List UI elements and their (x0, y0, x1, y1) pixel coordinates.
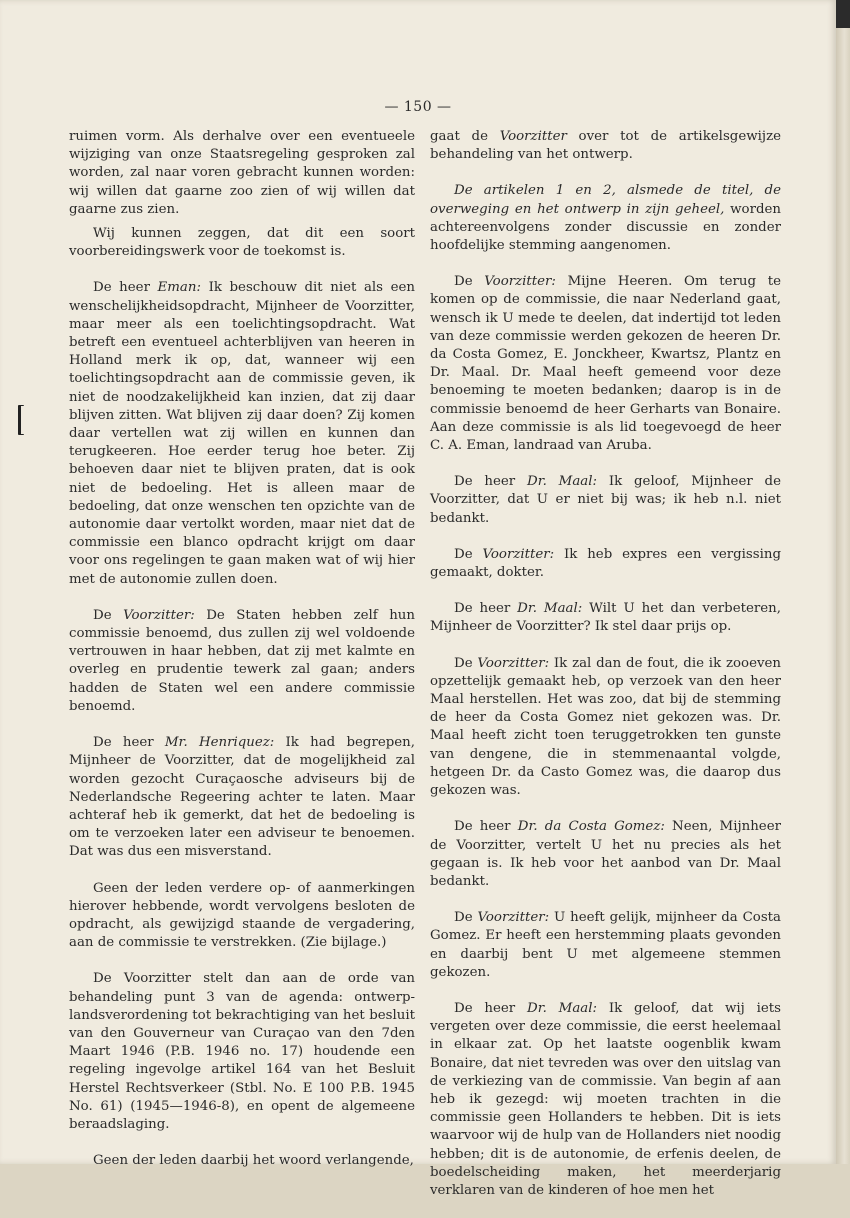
text-run: De (454, 274, 485, 290)
text-run: De heer (454, 1000, 527, 1016)
text-run: Ik heb expres een vergissing gemaakt, dokter. (430, 546, 782, 581)
italic-text: Voorzitter: (477, 910, 550, 926)
text-run: De Voorzitter stelt dan aan de orde van behandeling punt 3 van de agenda: ontwerp-landsverordening tot bekrachtiging van het besluit van den Gouverneur van Curaçao van den 7den Maart 1946 (P.B. 1946 no. 17) houdende een regeling ingevolge artikel 164 van het Besluit Herstel Rechtsverkeer (Stbl. No. E 100 P.B. 1945 No. 61) (1945—1946-8), en opent de algemeene beraadslaging. (69, 971, 415, 1132)
text-run: De heer (454, 819, 518, 835)
paragraph (69, 1152, 415, 1170)
italic-text: Dr. da Costa Gomez: (517, 819, 665, 835)
paragraph (430, 546, 781, 582)
italic-text: Dr. Maal: (527, 1000, 598, 1016)
right-column (430, 128, 781, 1218)
paragraph (69, 734, 415, 861)
paragraph (430, 655, 781, 801)
page-edge (836, 0, 850, 1164)
paragraph (430, 128, 781, 164)
text-run: Ik geloof, dat wij iets vergeten over deze commissie, die eerst heelemaal in elkaar zat. Op het laatste oogenblik kwam Bonaire, dat niet tevreden was over den uitslag van de verkiezing van de commissie. Van begin af aan heb ik gezegd: wij moeten trachten in die commissie geen Hollanders te hebben. Dit is iets waarvoor wij de hulp van de Hollanders niet noodig hebben; dit is de autonomie, de erfenis deelen, de boedelscheiding maken, het meerderjarig verklaren van de kinderen of hoe men het (430, 1000, 781, 1198)
paragraph (69, 128, 415, 219)
paragraph (430, 1000, 781, 1200)
text-run: Mijne Heeren. Om terug te komen op de commissie, die naar Nederland gaat, wensch ik U mede te deelen, dat indertijd tot leden van deze commissie werden gekozen de heeren Dr. da Costa Gomez, E. Jonckheer, Kwartsz, Plantz en Dr. Maal. Dr. Maal heeft gemeend voor deze benoeming te moeten bedanken; daarop is in de commissie benoemd de heer Gerharts van Bonaire. Aan deze commissie is als lid toegevoegd de heer C. A. Eman, landraad van Aruba. (430, 274, 781, 454)
italic-text: Voorzitter: (123, 607, 195, 623)
italic-text: Voorzitter: (477, 655, 550, 671)
text-run: Neen, Mijnheer de Voorzitter, vertelt U het nu precies als het gegaan is. Ik heb voor het aanbod van Dr. Maal bedankt. (430, 819, 781, 889)
text-run: De (454, 655, 478, 671)
italic-text: De artikelen 1 en 2, alsmede de titel, de overweging en het ontwerp in zijn geheel, (430, 183, 781, 217)
text-run: De heer (93, 280, 158, 296)
text-run: Geen der leden verdere op- of aanmerkingen hierover hebbende, wordt vervolgens besloten de opdracht, als gewijzigd staande de vergadering, aan de commissie te verstrekken. (Zie bijlage.) (69, 880, 415, 951)
italic-text: Voorzitter: (482, 546, 555, 562)
text-run: ruimen vorm. Als derhalve over een eventueele wijziging van onze Staatsregeling gesproken zal worden, zal naar voren gebracht kunnen worden: wij willen dat gaarne zoo zien of wij willen dat gaarne zus zien. (69, 129, 415, 217)
paragraph (69, 970, 415, 1134)
text-run: Wilt U het dan verbeteren, Mijnheer de Voorzitter? Ik stel daar prijs op. (430, 601, 781, 635)
italic-text: Mr. Henriquez: (164, 735, 275, 751)
paragraph (430, 473, 781, 528)
text-run: De heer (454, 474, 527, 490)
paragraph (430, 182, 781, 255)
text-run: over tot de artikelsgewijze behandeling van het ontwerp. (430, 129, 781, 163)
paragraph (69, 225, 415, 261)
left-column (69, 128, 415, 1188)
text-run: Wij kunnen zeggen, dat dit een soort voorbereidingswerk voor de toekomst is. (69, 226, 415, 260)
text-run: Ik had begrepen, Mijnheer de Voorzitter, dat de mogelijkheid zal worden gezocht Curaçaosche adviseurs bij de Nederlandsche Regeering achter te laten. Maar achteraf heb ik gemerkt, dat het de bedoeling is om te verzoeken later een adviseur te benoemen. Dat was dus een misverstand. (69, 735, 416, 860)
text-run: De (454, 910, 478, 926)
binding-corner (836, 0, 850, 28)
italic-text: Eman: (157, 280, 201, 296)
italic-text: Voorzitter (499, 129, 567, 144)
text-run: worden achtereenvolgens zonder discussie en zonder hoofdelijke stemming aangenomen. (430, 201, 781, 254)
text-run: Ik beschouw dit niet als een wenschelijkheidsopdracht, Mijnheer de Voorzitter, maar meer als een toelichtingsopdracht. Wat betreft een eventueel achterblijven van heeren in Holland merk ik op, dat, wanneer wij een toelichtingsopdracht aan de commissie geven, ik niet de noodzakelijkheid kan inzien, dat zij daar blijven zitten. Wat blijven zij daar doen? Zij komen daar vertellen wat zij willen en kunnen dan terugkeeren. Hoe eerder terug hoe beter. Zij behoeven daar niet te blijven praten, dat is ook niet de bedoeling. Het is alleen maar de bedoeling, dat onze wenschen ten opzichte van de autonomie daar vertolkt worden, maar niet dat de commissie een blanco opdracht krijgt om daar voor ons regelingen te gaan maken wat of wij hier met de autonomie zullen doen. (69, 280, 415, 587)
text-run: De (454, 546, 483, 562)
text-run: Ik geloof, Mijnheer de Voorzitter, dat U er niet bij was; ik heb n.l. niet bedankt. (430, 474, 781, 526)
text-run: De heer (454, 601, 518, 617)
text-run: Geen der leden daarbij het woord verlangende, (93, 1153, 414, 1169)
margin-bracket-mark (18, 405, 24, 435)
text-run: De (93, 607, 124, 623)
paragraph (69, 607, 415, 716)
paragraph (430, 909, 781, 982)
text-run: gaat de (430, 129, 500, 144)
text-run: De Staten hebben zelf hun commissie benoemd, dus zullen zij wel voldoende vertrouwen in haar hebben, dat zij met kalmte en overleg en prudentie tewerk zal gaan; anders hadden de Staten wel een andere commissie benoemd. (69, 607, 415, 714)
paragraph (69, 279, 415, 588)
text-run: Ik zal dan de fout, die ik zooeven opzettelijk gemaakt heb, op verzoek van den heer Maal herstellen. Het was zoo, dat bij de stemming de heer da Costa Gomez niet gekozen was. Dr. Maal heeft zicht toen teruggetrokken ten gunste van dengene, die in stemmenaantal volgde, hetgeen Dr. da Casto Gomez was, die daarop dus gekozen was. (430, 655, 782, 799)
paragraph (430, 818, 781, 891)
page-number: — 150 — (384, 99, 452, 115)
text-run: U heeft gelijk, mijnheer da Costa Gomez. Er heeft een herstemming plaats gevonden en daarbij bent U met algemeene stemmen gekozen. (430, 910, 781, 980)
text-run: De heer (93, 735, 165, 751)
paragraph (69, 880, 415, 953)
paragraph (430, 273, 781, 455)
italic-text: Voorzitter: (484, 274, 556, 290)
italic-text: Dr. Maal: (527, 474, 598, 490)
italic-text: Dr. Maal: (517, 601, 583, 617)
paragraph (430, 600, 781, 636)
